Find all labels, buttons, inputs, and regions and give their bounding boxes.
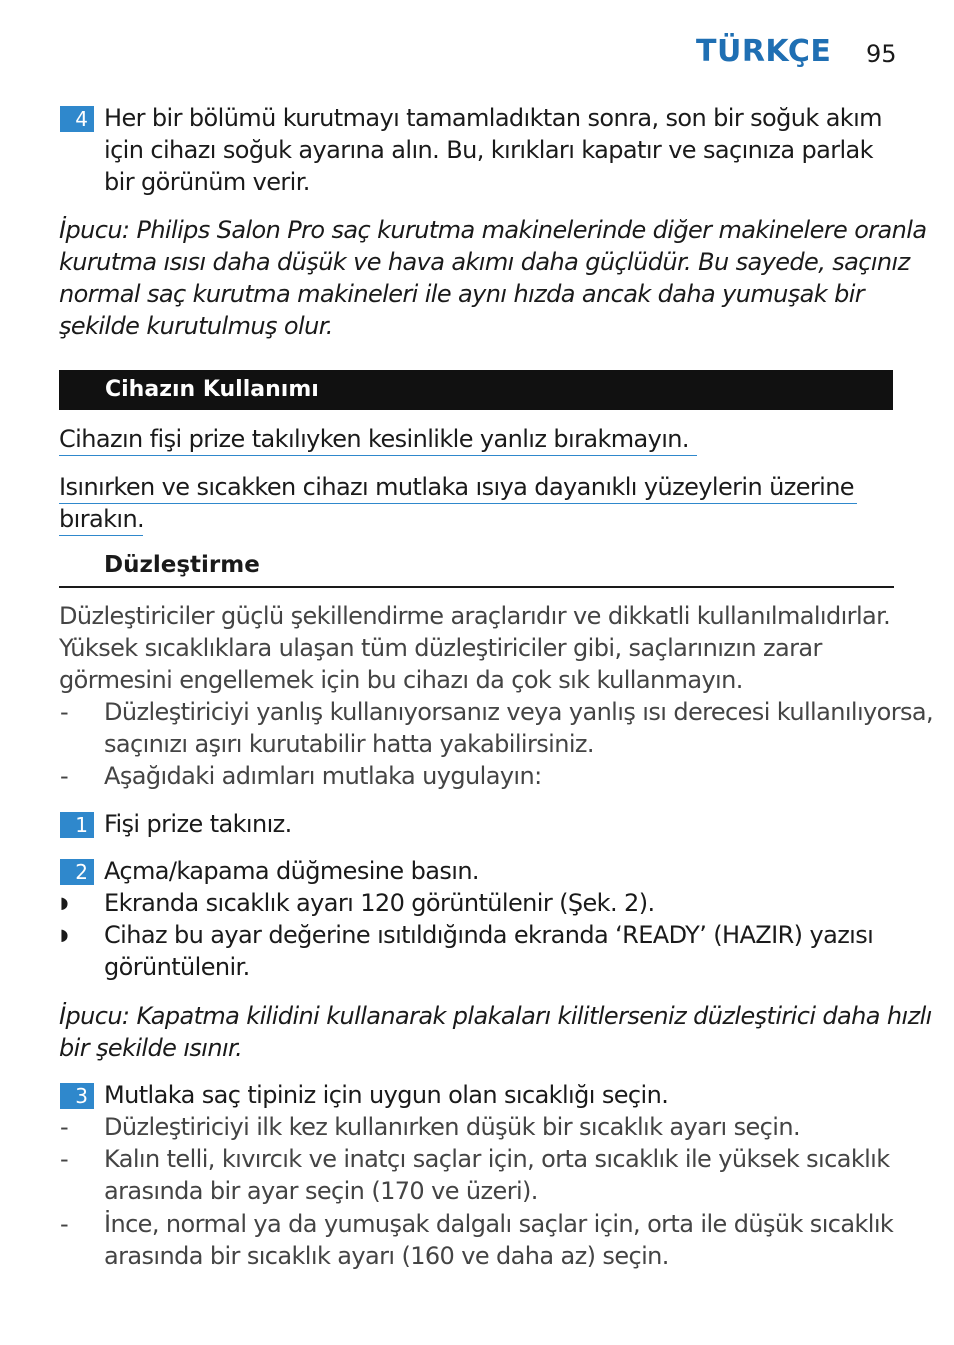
warning-1-text: Cihazın fişi prize takılıyken kesinlikle yanlız bırakmayın. <box>59 425 689 453</box>
intro-line-3: görmesini engellemek için bu cihazı da çok sık kullanmayın. <box>59 666 743 694</box>
subsection-title: Düzleştirme <box>104 552 260 578</box>
intro-line-1: Düzleştiriciler güçlü şekillendirme araçlarıdır ve dikkatli kullanılmalıdırlar. <box>59 602 891 630</box>
step-4-line-3: bir görünüm verir. <box>104 168 310 196</box>
subsection-rule <box>59 586 894 588</box>
page-number: 95 <box>866 40 897 68</box>
result-2-line-2: görüntülenir. <box>104 953 250 981</box>
result-2-line-1: Cihaz bu ayar değerine ısıtıldığında ekranda ‘READY’ (HAZIR) yazısı <box>104 921 874 949</box>
warning-2-line-1 <box>59 471 857 504</box>
warning-2-line-2 <box>59 503 143 536</box>
step-number-badge: 2 <box>60 859 94 885</box>
intro-bullet-2: Aşağıdaki adımları mutlaka uygulayın: <box>104 762 542 790</box>
step-4-line-1: Her bir bölümü kurutmayı tamamladıktan sonra, son bir soğuk akım <box>104 104 882 132</box>
step-3-bullet-2-line-2: arasında bir ayar seçin (170 ve üzeri). <box>104 1177 538 1205</box>
section-header <box>59 370 893 410</box>
step-3-text: Mutlaka saç tipiniz için uygun olan sıcaklığı seçin. <box>104 1081 669 1109</box>
warning-2-text-1: Isınırken ve sıcakken cihazı mutlaka ısıya dayanıklı yüzeylerin üzerine <box>59 473 854 501</box>
language-heading: TÜRKÇE <box>696 34 832 69</box>
dash-bullet: - <box>60 1145 69 1173</box>
dash-bullet: - <box>60 698 69 726</box>
step-number-badge: 4 <box>60 106 94 132</box>
step-2-text: Açma/kapama düğmesine basın. <box>104 857 479 885</box>
step-4-line-2: için cihazı soğuk ayarına alın. Bu, kırıkları kapatır ve saçınıza parlak <box>104 136 873 164</box>
dash-bullet: - <box>60 1210 69 1238</box>
intro-bullet-1-line-2: saçınızı aşırı kurutabilir hatta yakabilirsiniz. <box>104 730 594 758</box>
step-number-badge: 3 <box>60 1083 94 1109</box>
step-3-bullet-3-line-1: İnce, normal ya da yumuşak dalgalı saçlar için, orta ile düşük sıcaklık <box>104 1210 894 1238</box>
intro-bullet-1-line-1: Düzleştiriciyi yanlış kullanıyorsanız veya yanlış ısı derecesi kullanılıyorsa, <box>104 698 934 726</box>
section-title: Cihazın Kullanımı <box>105 377 319 402</box>
tip-2-line-1: İpucu: Kapatma kilidini kullanarak plakaları kilitlerseniz düzleştirici daha hızlı <box>59 1002 932 1030</box>
step-number-badge: 1 <box>60 812 94 838</box>
step-3-bullet-2-line-1: Kalın telli, kıvırcık ve inatçı saçlar için, orta sıcaklık ile yüksek sıcaklık <box>104 1145 890 1173</box>
dash-bullet: - <box>60 1113 69 1141</box>
tip-line-1: İpucu: Philips Salon Pro saç kurutma makinelerinde diğer makinelere oranla <box>59 216 927 244</box>
result-arrow-icon: ◗ <box>60 925 69 944</box>
tip-2-line-2: bir şekilde ısınır. <box>59 1034 243 1062</box>
step-3-bullet-3-line-2: arasında bir sıcaklık ayarı (160 ve daha az) seçin. <box>104 1242 669 1270</box>
warning-1 <box>59 423 697 456</box>
tip-line-2: kurutma ısısı daha düşük ve hava akımı daha güçlüdür. Bu sayede, saçınız <box>59 248 910 276</box>
dash-bullet: - <box>60 762 69 790</box>
tip-line-3: normal saç kurutma makineleri ile aynı hızda ancak daha yumuşak bir <box>59 280 865 308</box>
intro-line-2: Yüksek sıcaklıklara ulaşan tüm düzleştiriciler gibi, saçlarınızın zarar <box>59 634 822 662</box>
result-1: Ekranda sıcaklık ayarı 120 görüntülenir (Şek. 2). <box>104 889 655 917</box>
step-1-text: Fişi prize takınız. <box>104 810 292 838</box>
tip-line-4: şekilde kurutulmuş olur. <box>59 312 333 340</box>
warning-2-text-2: bırakın. <box>59 505 145 533</box>
step-3-bullet-1: Düzleştiriciyi ilk kez kullanırken düşük bir sıcaklık ayarı seçin. <box>104 1113 800 1141</box>
result-arrow-icon: ◗ <box>60 893 69 912</box>
